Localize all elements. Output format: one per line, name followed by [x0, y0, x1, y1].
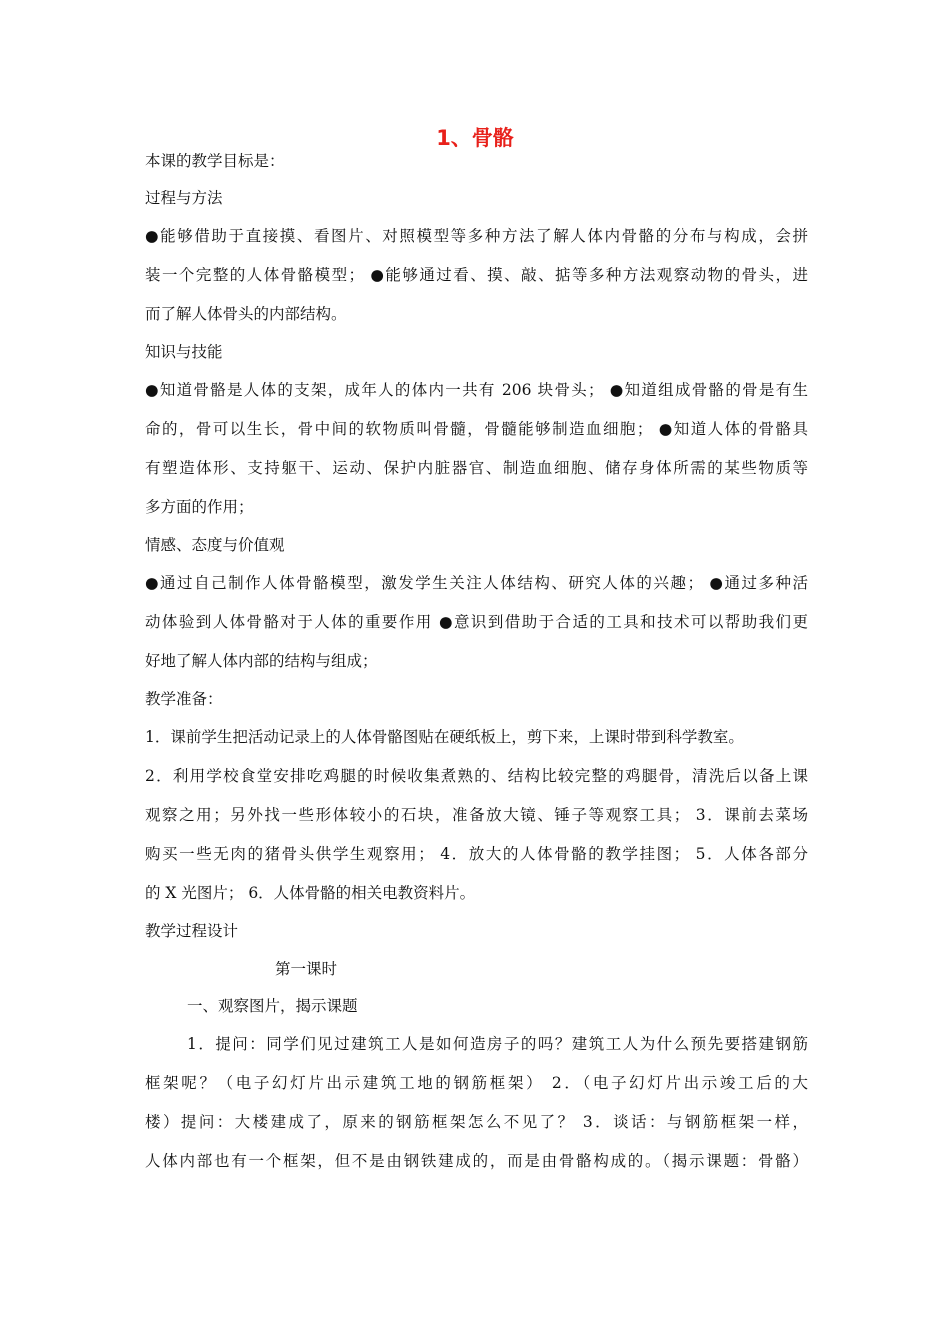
text-line: 2．利用学校食堂安排吃鸡腿的时候收集煮熟的、结构比较完整的鸡腿骨，清洗后以备上课 — [145, 767, 808, 785]
section-heading: 知识与技能 — [145, 343, 223, 361]
text-line: 好地了解人体内部的结构与组成； — [145, 652, 378, 670]
text-line: ●通过自己制作人体骨骼模型，激发学生关注人体结构、研究人体的兴趣； ●通过多种活 — [145, 574, 808, 592]
text-line: 1．提问：同学们见过建筑工人是如何造房子的吗？建筑工人为什么预先要搭建钢筋 — [187, 1035, 808, 1053]
text-line: 观察之用；另外找一些形体较小的石块，准备放大镜、锤子等观察工具； 3．课前去菜场 — [145, 806, 808, 824]
text-line: 框架呢？（电子幻灯片出示建筑工地的钢筋框架） 2．（电子幻灯片出示竣工后的大 — [145, 1074, 808, 1092]
lesson-heading: 第一课时 — [275, 960, 338, 978]
text-line: 命的，骨可以生长，骨中间的软物质叫骨髓，骨髓能够制造血细胞； ●知道人体的骨骼具 — [145, 420, 808, 438]
subsection-heading: 一、观察图片，揭示课题 — [187, 997, 358, 1015]
text-line: 的 X 光图片； 6．人体骨骼的相关电教资料片。 — [145, 884, 476, 902]
document-title: 1、骨骼 — [436, 126, 514, 150]
text-line: 有塑造体形、支持躯干、运动、保护内脏器官、制造血细胞、储存身体所需的某些物质等 — [145, 459, 808, 477]
section-heading: 教学过程设计 — [145, 922, 239, 940]
text-line: 本课的教学目标是： — [145, 152, 285, 170]
section-heading: 教学准备： — [145, 690, 223, 708]
text-line: 装一个完整的人体骨骼模型； ●能够通过看、摸、敲、掂等多种方法观察动物的骨头，进 — [145, 266, 808, 284]
text-line: 动体验到人体骨骼对于人体的重要作用 ●意识到借助于合适的工具和技术可以帮助我们更 — [145, 613, 808, 631]
text-line: 1．课前学生把活动记录上的人体骨骼图贴在硬纸板上，剪下来，上课时带到科学教室。 — [145, 728, 744, 746]
section-heading: 情感、态度与价值观 — [145, 536, 285, 554]
section-heading: 过程与方法 — [145, 189, 223, 207]
text-line: 多方面的作用； — [145, 498, 254, 516]
text-line: 而了解人体骨头的内部结构。 — [145, 305, 347, 323]
text-line: ●能够借助于直接摸、看图片、对照模型等多种方法了解人体内骨骼的分布与构成，会拼 — [145, 227, 808, 245]
text-line: 楼）提问：大楼建成了，原来的钢筋框架怎么不见了？ 3．谈话：与钢筋框架一样， — [145, 1113, 808, 1131]
text-line: ●知道骨骼是人体的支架，成年人的体内一共有 206 块骨头； ●知道组成骨骼的骨是有生 — [145, 381, 808, 399]
text-line: 购买一些无肉的猪骨头供学生观察用； 4．放大的人体骨骼的教学挂图； 5．人体各部分 — [145, 845, 808, 863]
text-line: 人体内部也有一个框架，但不是由钢铁建成的，而是由骨骼构成的。（揭示课题：骨骼） — [145, 1152, 808, 1170]
